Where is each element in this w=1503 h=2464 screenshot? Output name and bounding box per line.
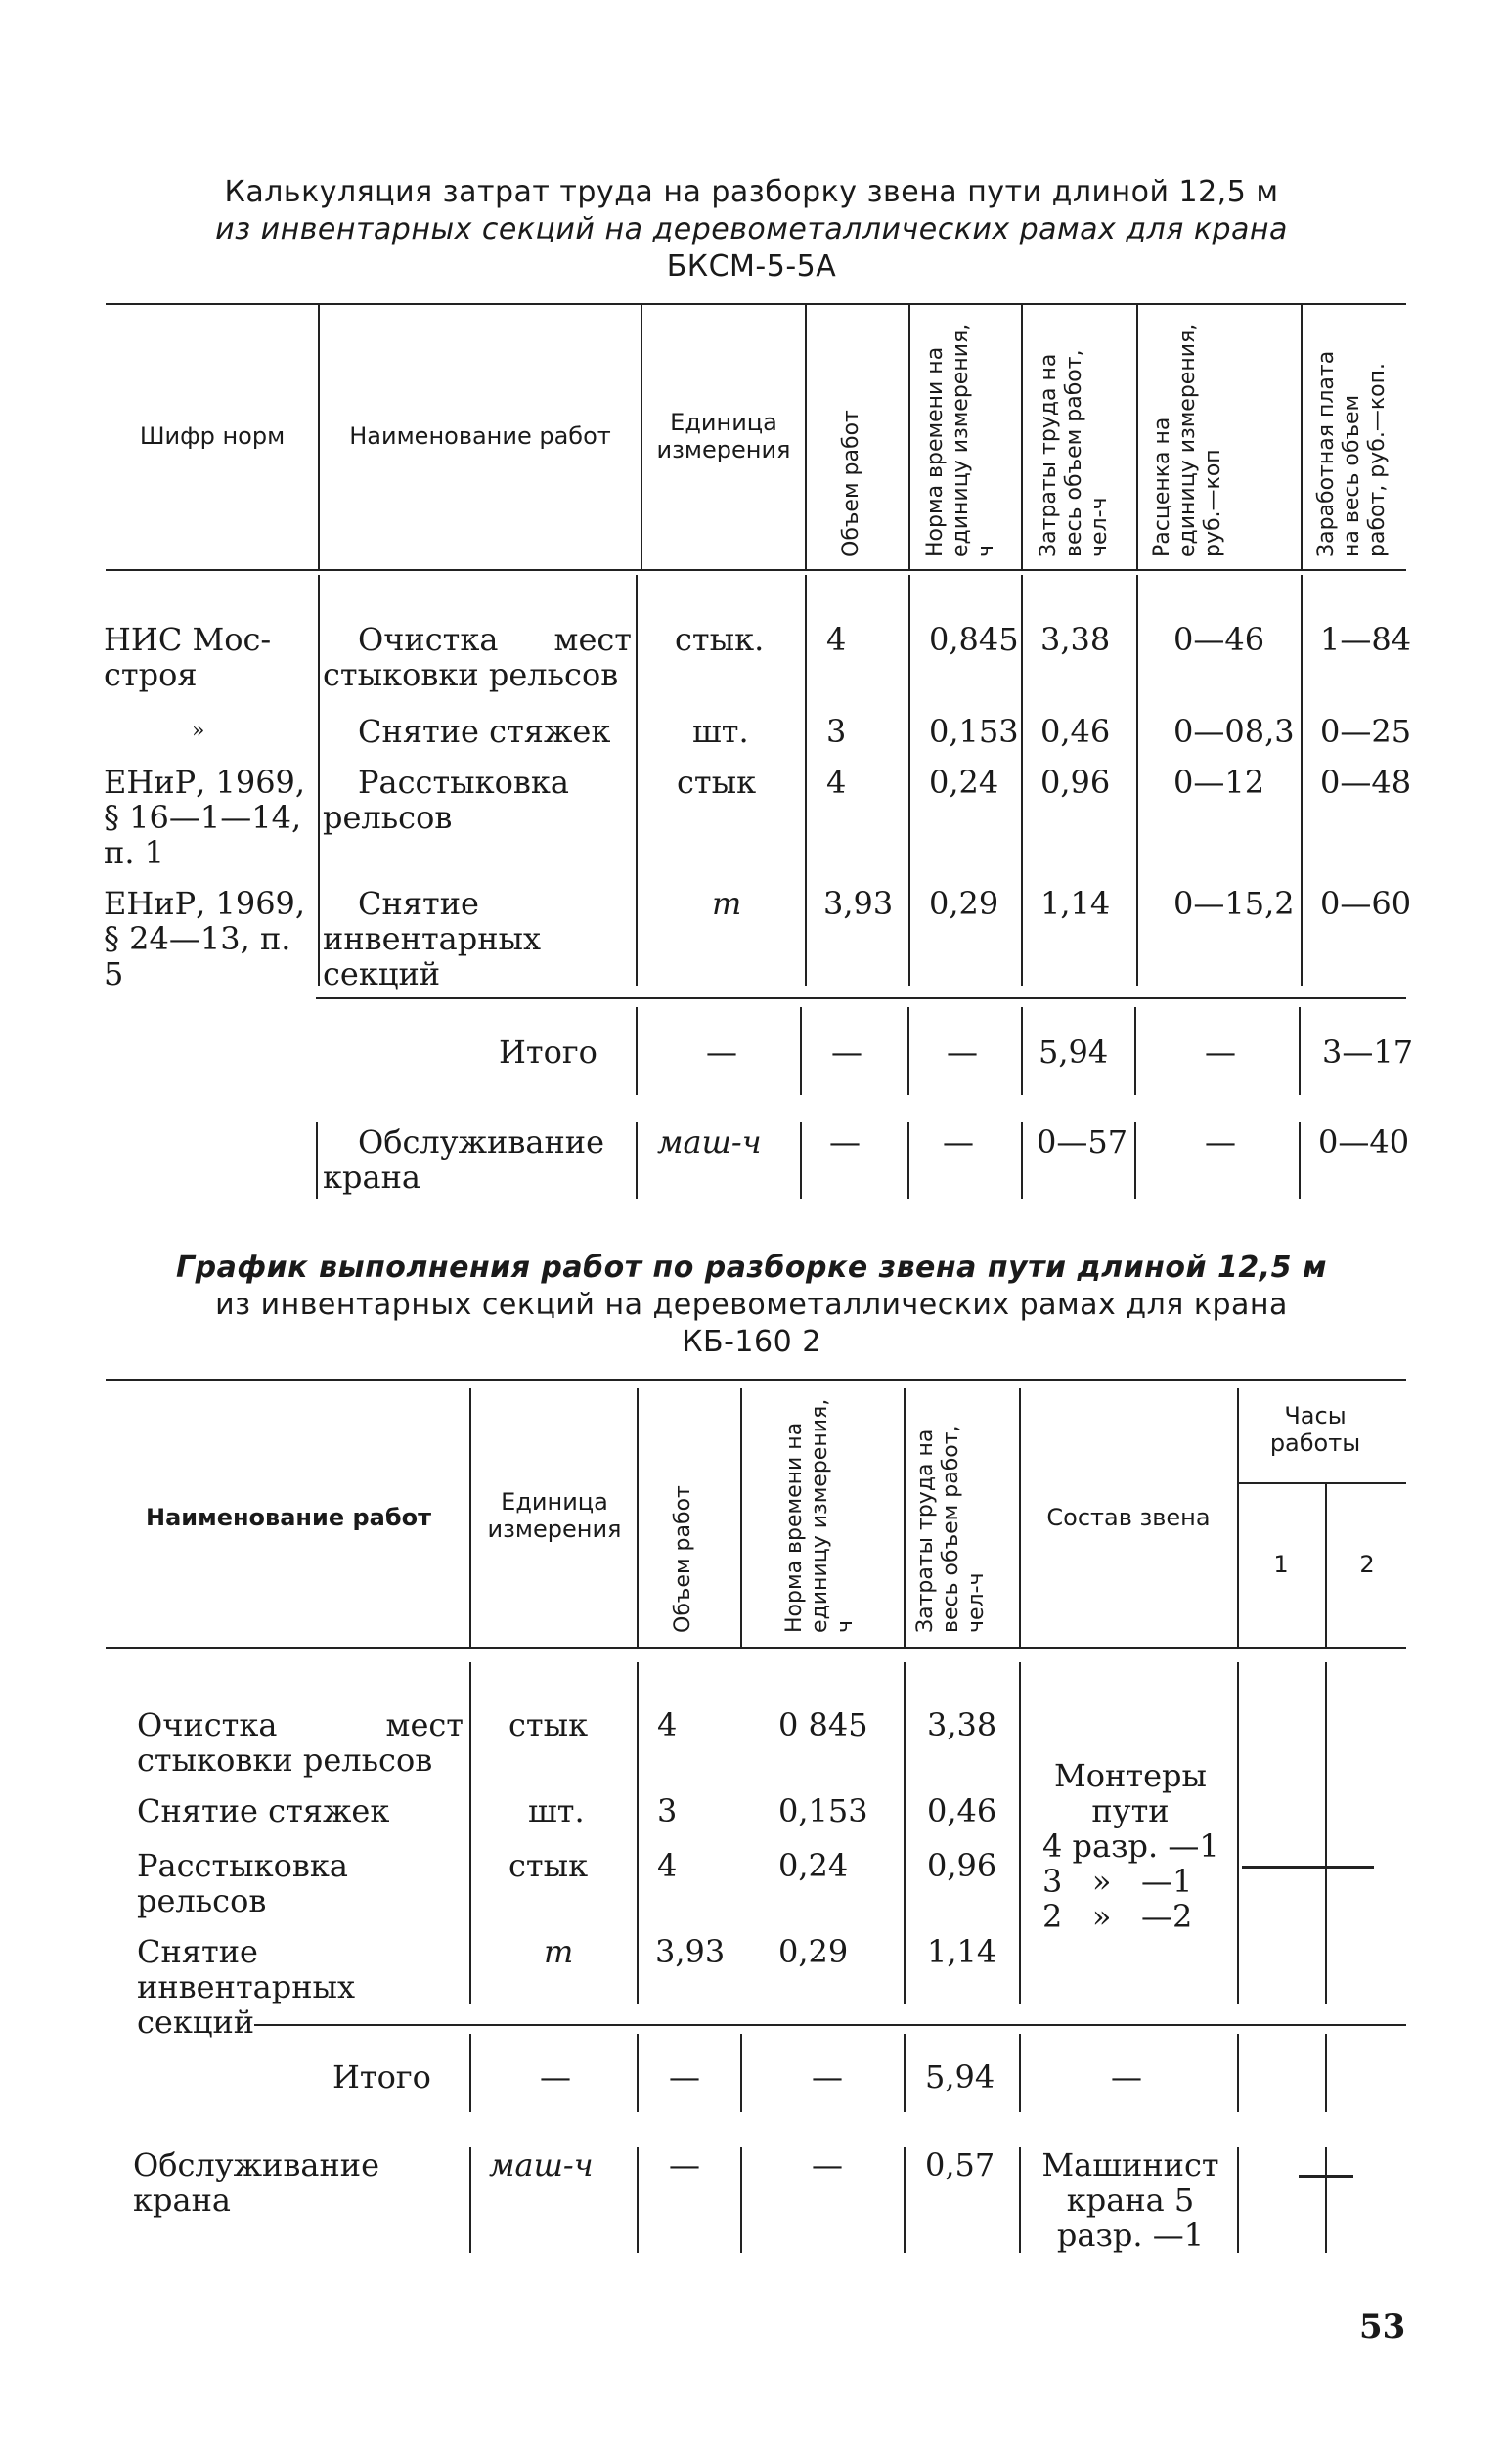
table2-crew-line-3: 2 » —2: [1042, 1898, 1193, 1935]
table2-service-divider: [904, 2147, 906, 2253]
table2-row-4-labor: 1,14: [927, 1933, 997, 1970]
table1-header-rate: Расценка на единицу измерения, руб.—коп: [1150, 323, 1225, 557]
table2-title: [0, 1250, 1503, 1361]
table2-row-3-norm: 0,24: [778, 1847, 849, 1884]
table1-header-name: Наименование работ: [349, 422, 611, 450]
table2-crew-line-2: 3 » —1: [1042, 1863, 1193, 1900]
table1-header-divider: [805, 305, 807, 569]
table1-total-divider: [1021, 1007, 1023, 1095]
table2-row-1-volume: 4: [657, 1706, 678, 1743]
table1-total-divider: [1299, 1007, 1301, 1095]
table1-header-unit: Единица измерения: [656, 409, 791, 463]
table1-header-divider: [1021, 305, 1023, 569]
table1-row-4-wage: 0—60: [1320, 885, 1412, 922]
table2-total-norm: —: [812, 2058, 843, 2095]
table2-total-divider: [904, 2034, 906, 2112]
table2-service-divider: [1019, 2147, 1021, 2253]
table1-total-label: Итого: [499, 1034, 597, 1071]
table2-service-labor: 0,57: [925, 2146, 995, 2183]
table2-header-rule: [106, 1647, 1406, 1649]
table1-service-volume: —: [829, 1123, 861, 1161]
table1-row-1-code: НИС Мос-строя: [104, 621, 272, 693]
table1-row-3-labor: 0,96: [1040, 764, 1111, 801]
table2-header-divider: [1019, 1388, 1021, 1647]
table2-body-divider: [1019, 1662, 1021, 2004]
table1-service-divider: [1134, 1122, 1136, 1199]
table1-total-rule: [316, 997, 1406, 999]
table2-crew-line-1: 4 разр. —1: [1042, 1827, 1219, 1865]
table1-total-volume: —: [831, 1034, 862, 1071]
table2-service-label: Обслуживание крана: [133, 2146, 380, 2219]
table1-header-divider: [1136, 305, 1138, 569]
table2-title-line-1: График выполнения работ по разборке звена пути длиной 12,5 м: [176, 1251, 1327, 1285]
table1-service-label: Обслуживание крана: [323, 1123, 605, 1196]
table2-row-1-name: Очистка мест стыковки рельсов: [137, 1706, 464, 1779]
table2-header-divider: [1325, 1484, 1327, 1647]
table1-title-line-2: из инвентарных секций на деревометаллических рамах для крана: [215, 212, 1288, 246]
table1-total-unit: —: [706, 1034, 737, 1071]
table2-total-crew: —: [1111, 2058, 1142, 2095]
table1-row-1-volume: 4: [826, 621, 847, 658]
table2-total-divider: [637, 2034, 639, 2112]
table1-total-divider: [1134, 1007, 1136, 1095]
table2-service-divider: [1325, 2147, 1327, 2253]
table1-row-3-rate: 0—12: [1173, 764, 1265, 801]
table2-crew-title: Монтеры пути: [1054, 1757, 1207, 1829]
table1-header-labor: Затраты труда на весь объем работ, чел-ч: [1037, 349, 1112, 557]
table1-title: [0, 174, 1503, 286]
table2-header-divider: [469, 1388, 471, 1647]
table1-row-1-unit: стык.: [675, 621, 765, 658]
table1-body-divider: [805, 575, 807, 986]
table2-title-line-3: КБ-160 2: [682, 1325, 821, 1359]
table1-header-norm: Норма времени на единицу измерения, ч: [923, 323, 998, 557]
table1-row-3-norm: 0,24: [929, 764, 999, 801]
table2-body-divider: [904, 1662, 906, 2004]
table2-row-3-unit: стык: [508, 1847, 589, 1884]
table1-service-norm: —: [943, 1123, 974, 1161]
table1-row-4-name: Снятие инвентарных секций: [323, 885, 542, 992]
table2-body-divider: [469, 1662, 471, 2004]
table1-header-divider: [318, 305, 320, 569]
table1-row-1-rate: 0—46: [1173, 621, 1265, 658]
table2-service-unit: маш-ч: [489, 2146, 594, 2183]
table1-total-divider: [636, 1007, 638, 1095]
table1-total-wage: 3—17: [1322, 1034, 1414, 1071]
table1-total-norm: —: [947, 1034, 978, 1071]
table2-header-divider: [740, 1388, 742, 1647]
table1-service-labor: 0—57: [1037, 1123, 1128, 1161]
table2-total-divider: [1325, 2034, 1327, 2112]
table1-row-2-code: »: [192, 719, 205, 743]
table1-header-divider: [1301, 305, 1303, 569]
table1-row-2-norm: 0,153: [929, 713, 1019, 750]
table2-body-divider: [1325, 1662, 1327, 2004]
table2-row-1-unit: стык: [508, 1706, 589, 1743]
table1-row-4-norm: 0,29: [929, 885, 999, 922]
table2-header-hours: Часы работы: [1269, 1402, 1361, 1457]
table2-row-4-unit: т: [544, 1933, 574, 1970]
table2-header-labor: Затраты труда на весь объем работ, чел-ч: [913, 1425, 989, 1633]
table1-row-4-unit: т: [712, 885, 742, 922]
table2-row-2-unit: шт.: [528, 1792, 585, 1829]
table2-body-divider: [1237, 1662, 1239, 2004]
table1-row-4-code: ЕНиР, 1969, § 24—13, п. 5: [104, 885, 306, 992]
table1-title-line-1: Калькуляция затрат труда на разборку звена пути длиной 12,5 м: [224, 175, 1279, 209]
table1-row-4-labor: 1,14: [1040, 885, 1111, 922]
table1-row-2-unit: шт.: [692, 713, 749, 750]
table2-header-unit: Единица измерения: [487, 1488, 622, 1543]
table1-service-wage: 0—40: [1318, 1123, 1410, 1161]
table2-row-2-labor: 0,46: [927, 1792, 997, 1829]
table2-header-crew: Состав звена: [1046, 1504, 1211, 1531]
table1-service-divider: [1299, 1122, 1301, 1199]
table1-header-divider: [641, 305, 642, 569]
table1-row-2-wage: 0—25: [1320, 713, 1412, 750]
table2-header-name: Наименование работ: [145, 1504, 431, 1531]
table1-body-divider: [636, 575, 638, 986]
table1-total-rate: —: [1205, 1034, 1236, 1071]
table2-row-2-name: Снятие стяжек: [137, 1792, 390, 1829]
table1-row-1-name: Очистка мест стыковки рельсов: [323, 621, 632, 693]
table1-row-2-volume: 3: [826, 713, 847, 750]
table2-row-3-labor: 0,96: [927, 1847, 997, 1884]
page-number: 53: [1359, 2308, 1406, 2347]
table1-row-2-name: Снятие стяжек: [358, 713, 611, 750]
table1-service-divider: [636, 1122, 638, 1199]
table1-body-divider: [1021, 575, 1023, 986]
table1-header-divider: [908, 305, 910, 569]
table1-row-4-rate: 0—15,2: [1173, 885, 1295, 922]
table1-header-volume: Объем работ: [839, 410, 863, 557]
table2-service-schedule-bar: [1299, 2175, 1353, 2178]
table2-total-divider: [740, 2034, 742, 2112]
table1-service-rate: —: [1205, 1123, 1236, 1161]
table2-service-norm: —: [812, 2146, 843, 2183]
table2-total-divider: [469, 2034, 471, 2112]
table1-row-3-unit: стык: [677, 764, 757, 801]
table1-service-unit: маш-ч: [657, 1123, 762, 1161]
table2-service-divider: [1237, 2147, 1239, 2253]
table1-row-1-norm: 0,845: [929, 621, 1019, 658]
table2-total-divider: [1019, 2034, 1021, 2112]
table1-row-1-labor: 3,38: [1040, 621, 1111, 658]
table2-total-volume: —: [669, 2058, 700, 2095]
table2-total-divider: [1237, 2034, 1239, 2112]
table1-row-3-wage: 0—48: [1320, 764, 1412, 801]
table1-header-code: Шифр норм: [139, 422, 286, 450]
table2-total-unit: —: [540, 2058, 571, 2095]
table1-header-rule: [106, 569, 1406, 571]
table1-total-divider: [907, 1007, 909, 1095]
table2-header-hour-2: 2: [1359, 1551, 1375, 1578]
table2-total-label: Итого: [332, 2058, 431, 2095]
table1-row-3-code: ЕНиР, 1969, § 16—1—14, п. 1: [104, 764, 306, 871]
table2-service-divider: [637, 2147, 639, 2253]
table2-service-divider: [740, 2147, 742, 2253]
table1-body-divider: [1136, 575, 1138, 986]
table2-row-4-volume: 3,93: [655, 1933, 726, 1970]
table2-row-4-norm: 0,29: [778, 1933, 849, 1970]
table1-top-rule: [106, 303, 1406, 305]
table2-header-divider: [904, 1388, 906, 1647]
table1-row-2-labor: 0,46: [1040, 713, 1111, 750]
table1-row-4-volume: 3,93: [823, 885, 894, 922]
table2-schedule-bar: [1242, 1866, 1374, 1869]
table2-header-hour-1: 1: [1273, 1551, 1289, 1578]
table2-row-3-name: Расстыковка рельсов: [137, 1847, 348, 1919]
table2-header-volume: Объем работ: [671, 1485, 695, 1633]
table2-body-divider: [637, 1662, 639, 2004]
table2-service-divider: [469, 2147, 471, 2253]
table1-row-3-volume: 4: [826, 764, 847, 801]
table2-hours-rule: [1237, 1482, 1406, 1484]
table1-total-divider: [800, 1007, 802, 1095]
table1-service-divider: [316, 1122, 318, 1199]
table1-row-3-name: Расстыковка рельсов: [323, 764, 569, 836]
table2-title-line-2: из инвентарных секций на деревометаллических рамах для крана: [215, 1288, 1288, 1322]
table2-top-rule: [106, 1379, 1406, 1381]
table1-body-divider: [908, 575, 910, 986]
table1-body-divider: [318, 575, 320, 986]
table2-header-divider: [637, 1388, 639, 1647]
table1-header-wage: Заработная плата на весь объем работ, руб.—коп.: [1314, 350, 1390, 557]
table2-row-1-labor: 3,38: [927, 1706, 997, 1743]
table1-title-line-3: БКСМ-5-5А: [666, 249, 837, 284]
table2-header-divider: [1237, 1388, 1239, 1647]
table1-total-labor: 5,94: [1039, 1034, 1109, 1071]
table2-service-crew: Машинист крана 5 разр. —1: [1041, 2146, 1219, 2254]
table2-row-1-norm: 0 845: [778, 1706, 868, 1743]
table1-row-2-rate: 0—08,3: [1173, 713, 1295, 750]
table1-body-divider: [1301, 575, 1303, 986]
table1-row-1-wage: 1—84: [1320, 621, 1412, 658]
table2-total-labor: 5,94: [925, 2058, 995, 2095]
table2-row-4-name: Снятие инвентарных секций: [137, 1933, 356, 2041]
table2-row-2-volume: 3: [657, 1792, 678, 1829]
table1-service-divider: [907, 1122, 909, 1199]
table2-service-volume: —: [669, 2146, 700, 2183]
table2-row-3-volume: 4: [657, 1847, 678, 1884]
table2-row-2-norm: 0,153: [778, 1792, 868, 1829]
table1-service-divider: [1021, 1122, 1023, 1199]
table2-header-norm: Норма времени на единицу измерения, ч: [782, 1398, 858, 1633]
table1-service-divider: [800, 1122, 802, 1199]
